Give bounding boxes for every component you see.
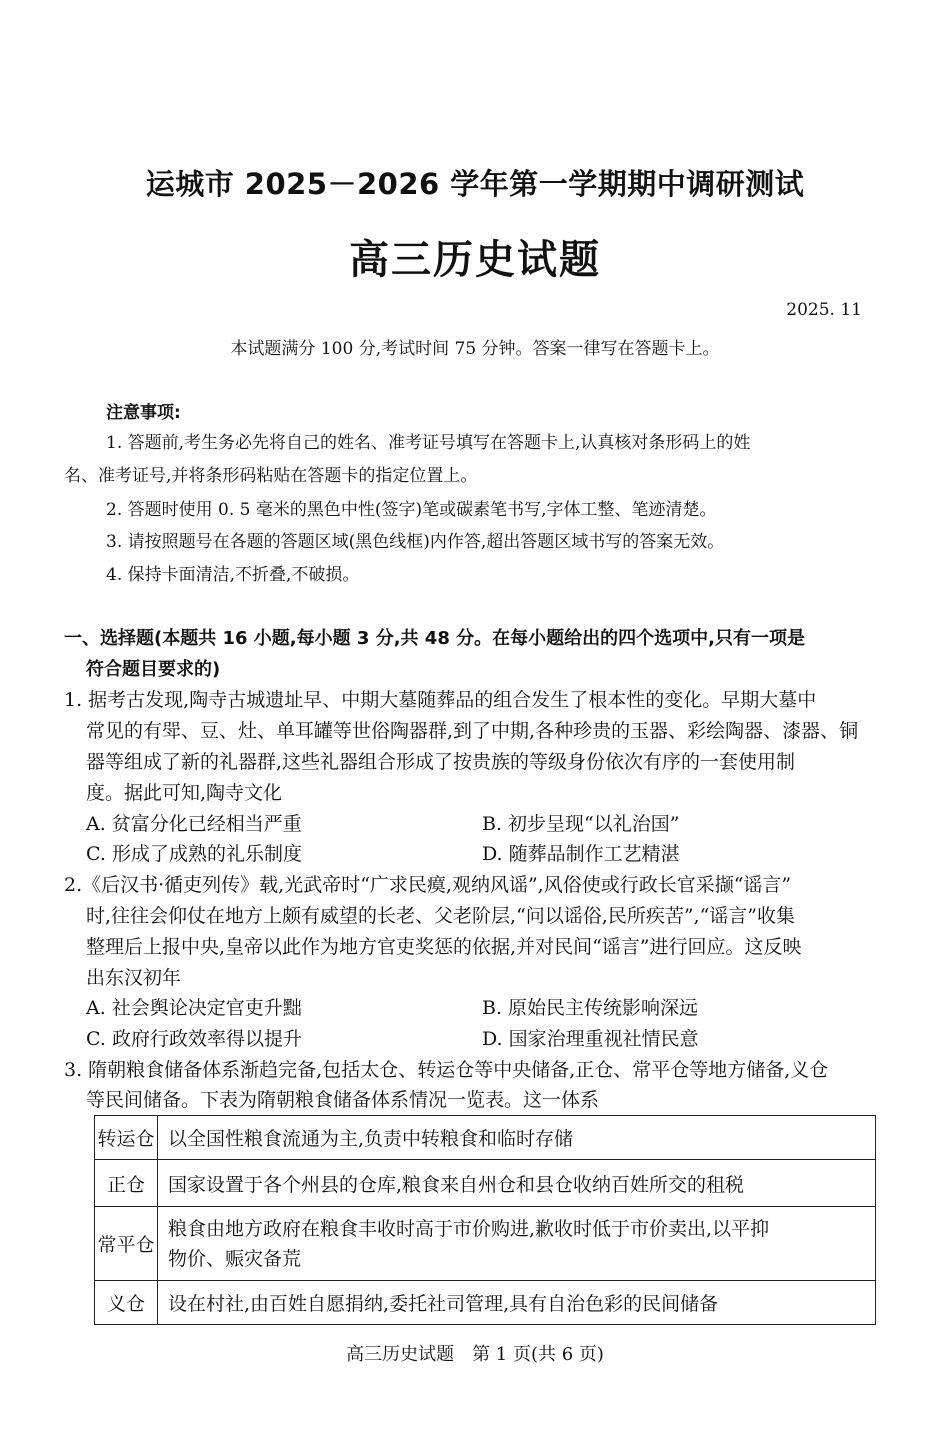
exam-intro: 本试题满分 100 分,考试时间 75 分钟。答案一律写在答题卡上。 bbox=[230, 339, 720, 359]
question-2-line: 时,往往会仰仗在地方上颇有威望的长老、父老阶层,“问以谣俗,民所疾苦”,“谣言”收集 bbox=[86, 905, 796, 927]
question-2-option-b[interactable]: B. 原始民主传统影响深远 bbox=[482, 997, 699, 1019]
question-1-line: 常见的有斝、豆、灶、单耳罐等世俗陶器群,到了中期,各种珍贵的玉器、彩绘陶器、漆器、铜 bbox=[86, 720, 859, 742]
question-1-option-d[interactable]: D. 随葬品制作工艺精湛 bbox=[482, 843, 680, 865]
table-key-cell: 正仓 bbox=[95, 1160, 158, 1207]
notice-line: 1. 答题前,考生务必先将自己的姓名、准考证号填写在答题卡上,认真核对条形码上的姓 bbox=[106, 433, 751, 453]
table-row bbox=[95, 1281, 876, 1325]
question-2-line: 出东汉初年 bbox=[86, 967, 182, 989]
question-1-option-b[interactable]: B. 初步呈现“以礼治国” bbox=[482, 813, 680, 835]
notice-line: 4. 保持卡面清洁,不折叠,不破损。 bbox=[106, 565, 360, 585]
question-2-line: 2.《后汉书·循吏列传》载,光武帝时“广求民瘼,观纳风谣”,风俗使或行政长官采撷“谣言” bbox=[64, 874, 792, 896]
notice-heading: 注意事项: bbox=[106, 403, 181, 423]
question-3-line: 3. 隋朝粮食储备体系渐趋完备,包括太仓、转运仓等中央储备,正仓、常平仓等地方储备,义仓 bbox=[64, 1059, 829, 1081]
table-key-cell: 义仓 bbox=[95, 1281, 158, 1325]
section-heading: 一、选择题(本题共 16 小题,每小题 3 分,共 48 分。在每小题给出的四个选项中,只有一项是 bbox=[64, 628, 805, 649]
table-desc-line: 物价、赈灾备荒 bbox=[168, 1247, 302, 1270]
table-desc-cell: 以全国性粮食流通为主,负责中转粮食和临时存储 bbox=[158, 1116, 876, 1160]
question-2-option-a[interactable]: A. 社会舆论决定官吏升黜 bbox=[86, 997, 302, 1019]
section-heading-cont: 符合题目要求的) bbox=[86, 659, 221, 680]
table-row bbox=[95, 1116, 876, 1160]
subject-title: 高三历史试题 bbox=[349, 236, 601, 283]
table-key-cell: 转运仓 bbox=[95, 1116, 158, 1160]
question-3-line: 等民间储备。下表为隋朝粮食储备体系情况一览表。这一体系 bbox=[86, 1089, 600, 1111]
exam-title: 运城市 2025－2026 学年第一学期期中调研测试 bbox=[145, 167, 805, 201]
page-footer: 高三历史试题 第 1 页(共 6 页) bbox=[346, 1344, 604, 1365]
question-1-option-a[interactable]: A. 贫富分化已经相当严重 bbox=[86, 813, 302, 835]
table-key-cell: 常平仓 bbox=[95, 1207, 158, 1281]
question-2-option-d[interactable]: D. 国家治理重视社情民意 bbox=[482, 1028, 699, 1050]
table-desc-cell bbox=[158, 1207, 876, 1281]
table-desc-cell: 设在村社,由百姓自愿捐纳,委托社司管理,具有自治色彩的民间储备 bbox=[158, 1281, 876, 1325]
table-desc-line: 粮食由地方政府在粮食丰收时高于市价购进,歉收时低于市价卖出,以平抑 bbox=[168, 1217, 770, 1240]
question-2-option-c[interactable]: C. 政府行政效率得以提升 bbox=[86, 1028, 302, 1050]
table-row bbox=[95, 1160, 876, 1207]
notice-line: 2. 答题时使用 0. 5 毫米的黑色中性(签字)笔或碳素笔书写,字体工整、笔迹清楚。 bbox=[106, 500, 717, 520]
question-1-option-c[interactable]: C. 形成了成熟的礼乐制度 bbox=[86, 843, 302, 865]
notice-line: 3. 请按照题号在各题的答题区域(黑色线框)内作答,超出答题区域书写的答案无效。 bbox=[106, 532, 725, 552]
question-1-line: 度。据此可知,陶寺文化 bbox=[86, 782, 283, 804]
exam-date: 2025. 11 bbox=[786, 300, 862, 320]
table-row bbox=[95, 1207, 876, 1281]
table-desc-cell: 国家设置于各个州县的仓库,粮食来自州仓和县仓收纳百姓所交的租税 bbox=[158, 1160, 876, 1207]
question-1-line: 器等组成了新的礼器群,这些礼器组合形成了按贵族的等级身份依次有序的一套使用制 bbox=[86, 751, 796, 773]
granary-table bbox=[94, 1115, 876, 1325]
notice-line: 名、准考证号,并将条形码粘贴在答题卡的指定位置上。 bbox=[64, 466, 478, 486]
question-2-line: 整理后上报中央,皇帝以此作为地方官吏奖惩的依据,并对民间“谣言”进行回应。这反映 bbox=[86, 936, 802, 958]
question-1-line: 1. 据考古发现,陶寺古城遗址早、中期大墓随葬品的组合发生了根本性的变化。早期大墓中 bbox=[64, 689, 817, 711]
